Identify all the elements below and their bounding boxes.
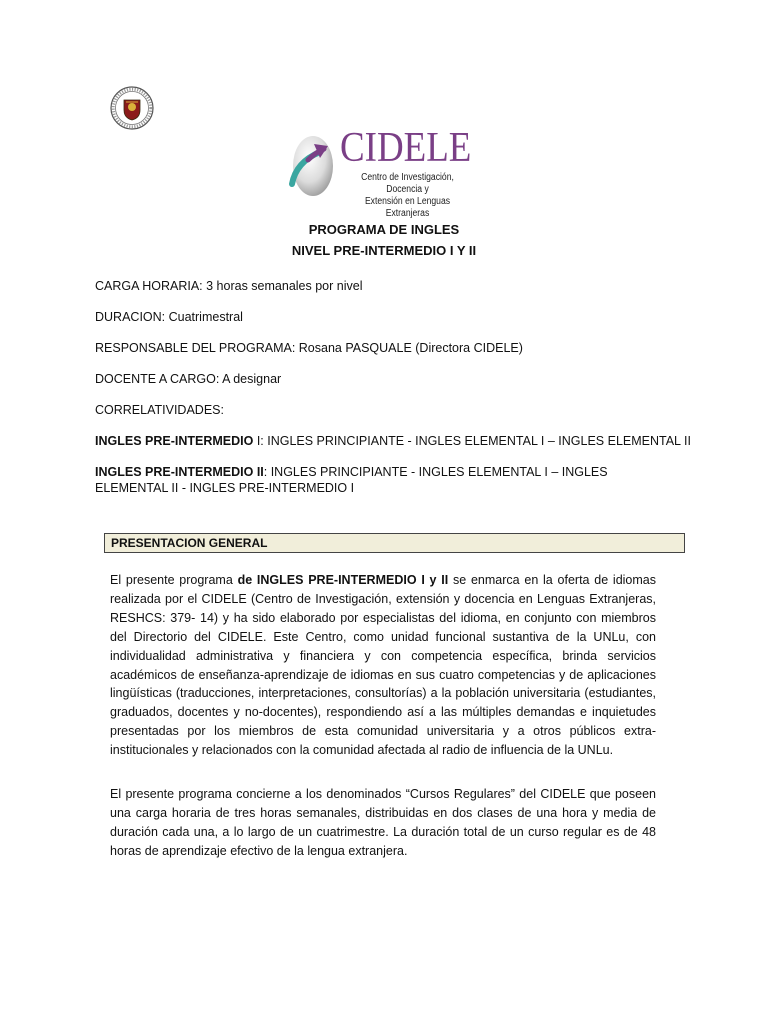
cidele-subtitle xyxy=(343,172,472,220)
correlatividad-nivel-2 xyxy=(95,464,675,496)
document-subtitle: NIVEL PRE-INTERMEDIO I Y II xyxy=(291,243,477,258)
section-heading-box xyxy=(104,533,685,553)
cidele-orb-arrow-icon xyxy=(286,130,336,200)
section-heading: PRESENTACION GENERAL xyxy=(111,536,268,550)
presentation-paragraph-1 xyxy=(110,571,656,760)
correlatividades-label: CORRELATIVIDADES: xyxy=(95,403,224,417)
university-seal-icon xyxy=(108,86,156,130)
docente-a-cargo: DOCENTE A CARGO: A designar xyxy=(95,372,282,386)
nivel-1-text: I: INGLES PRINCIPIANTE - INGLES ELEMENTAL I – INGLES ELEMENTAL II xyxy=(253,434,691,448)
cidele-logo xyxy=(286,125,486,219)
presentation-paragraph-2: El presente programa concierne a los denominados “Cursos Regulares” del CIDELE que poseen una carga horaria de tres horas semanales, distribuidas en dos clases de una hora y media de duración cada una, a lo largo de un cuatrimestre. La duración total de un curso regular es de 48 horas de aprendizaje efectivo de la lengua extranjera. xyxy=(110,787,656,858)
nivel-2-text: : INGLES PRINCIPIANTE - INGLES ELEMENTAL I – INGLES ELEMENTAL II - INGLES PRE-INTERMEDIO I xyxy=(95,465,608,495)
cidele-subtitle-line1: Centro de Investigación, Docencia y xyxy=(361,172,454,195)
carga-horaria: CARGA HORARIA: 3 horas semanales por nivel xyxy=(95,279,363,293)
paragraph-1-start: El presente programa xyxy=(110,573,238,587)
responsable-programa: RESPONSABLE DEL PROGRAMA: Rosana PASQUALE (Directora CIDELE) xyxy=(95,341,523,355)
paragraph-1-bold: de INGLES PRE-INTERMEDIO I y II xyxy=(237,573,449,587)
cidele-wordmark: CIDELE xyxy=(340,125,472,171)
nivel-1-label: INGLES PRE-INTERMEDIO xyxy=(95,434,254,448)
duracion: DURACION: Cuatrimestral xyxy=(95,310,243,324)
document-title: PROGRAMA DE INGLES xyxy=(308,222,460,237)
paragraph-1-rest: se enmarca en la oferta de idiomas realizada por el CIDELE (Centro de Investigación, extensión y docencia en Lenguas Extranjeras, RESHCS: 379- 14) y ha sido elaborado por especialistas del idioma, en conjunto con miembros del Directorio del CIDELE. Este Centro, como unidad funcional sustantiva de la UNLu, con individualidad administrativa y financiera y con competencia específica, brinda servicios académicos de enseñanza-aprendizaje de idiomas en sus cuatro competencias y de aplicaciones lingüísticas (traducciones, interpretaciones, consultorías) a la población universitaria (estudiantes, graduados, docentes y no-docentes), respondiendo así a las múltiples demandas e inquietudes presentadas por los miembros de esta comunidad universitaria y a otros públicos extra-institucionales y relacionados con la comunidad afectada al radio de influencia de la UNLu. xyxy=(110,573,657,758)
cidele-subtitle-line2: Extensión en Lenguas Extranjeras xyxy=(364,196,451,219)
nivel-2-label: INGLES PRE-INTERMEDIO II xyxy=(95,465,264,479)
correlatividad-nivel-1 xyxy=(95,433,691,449)
